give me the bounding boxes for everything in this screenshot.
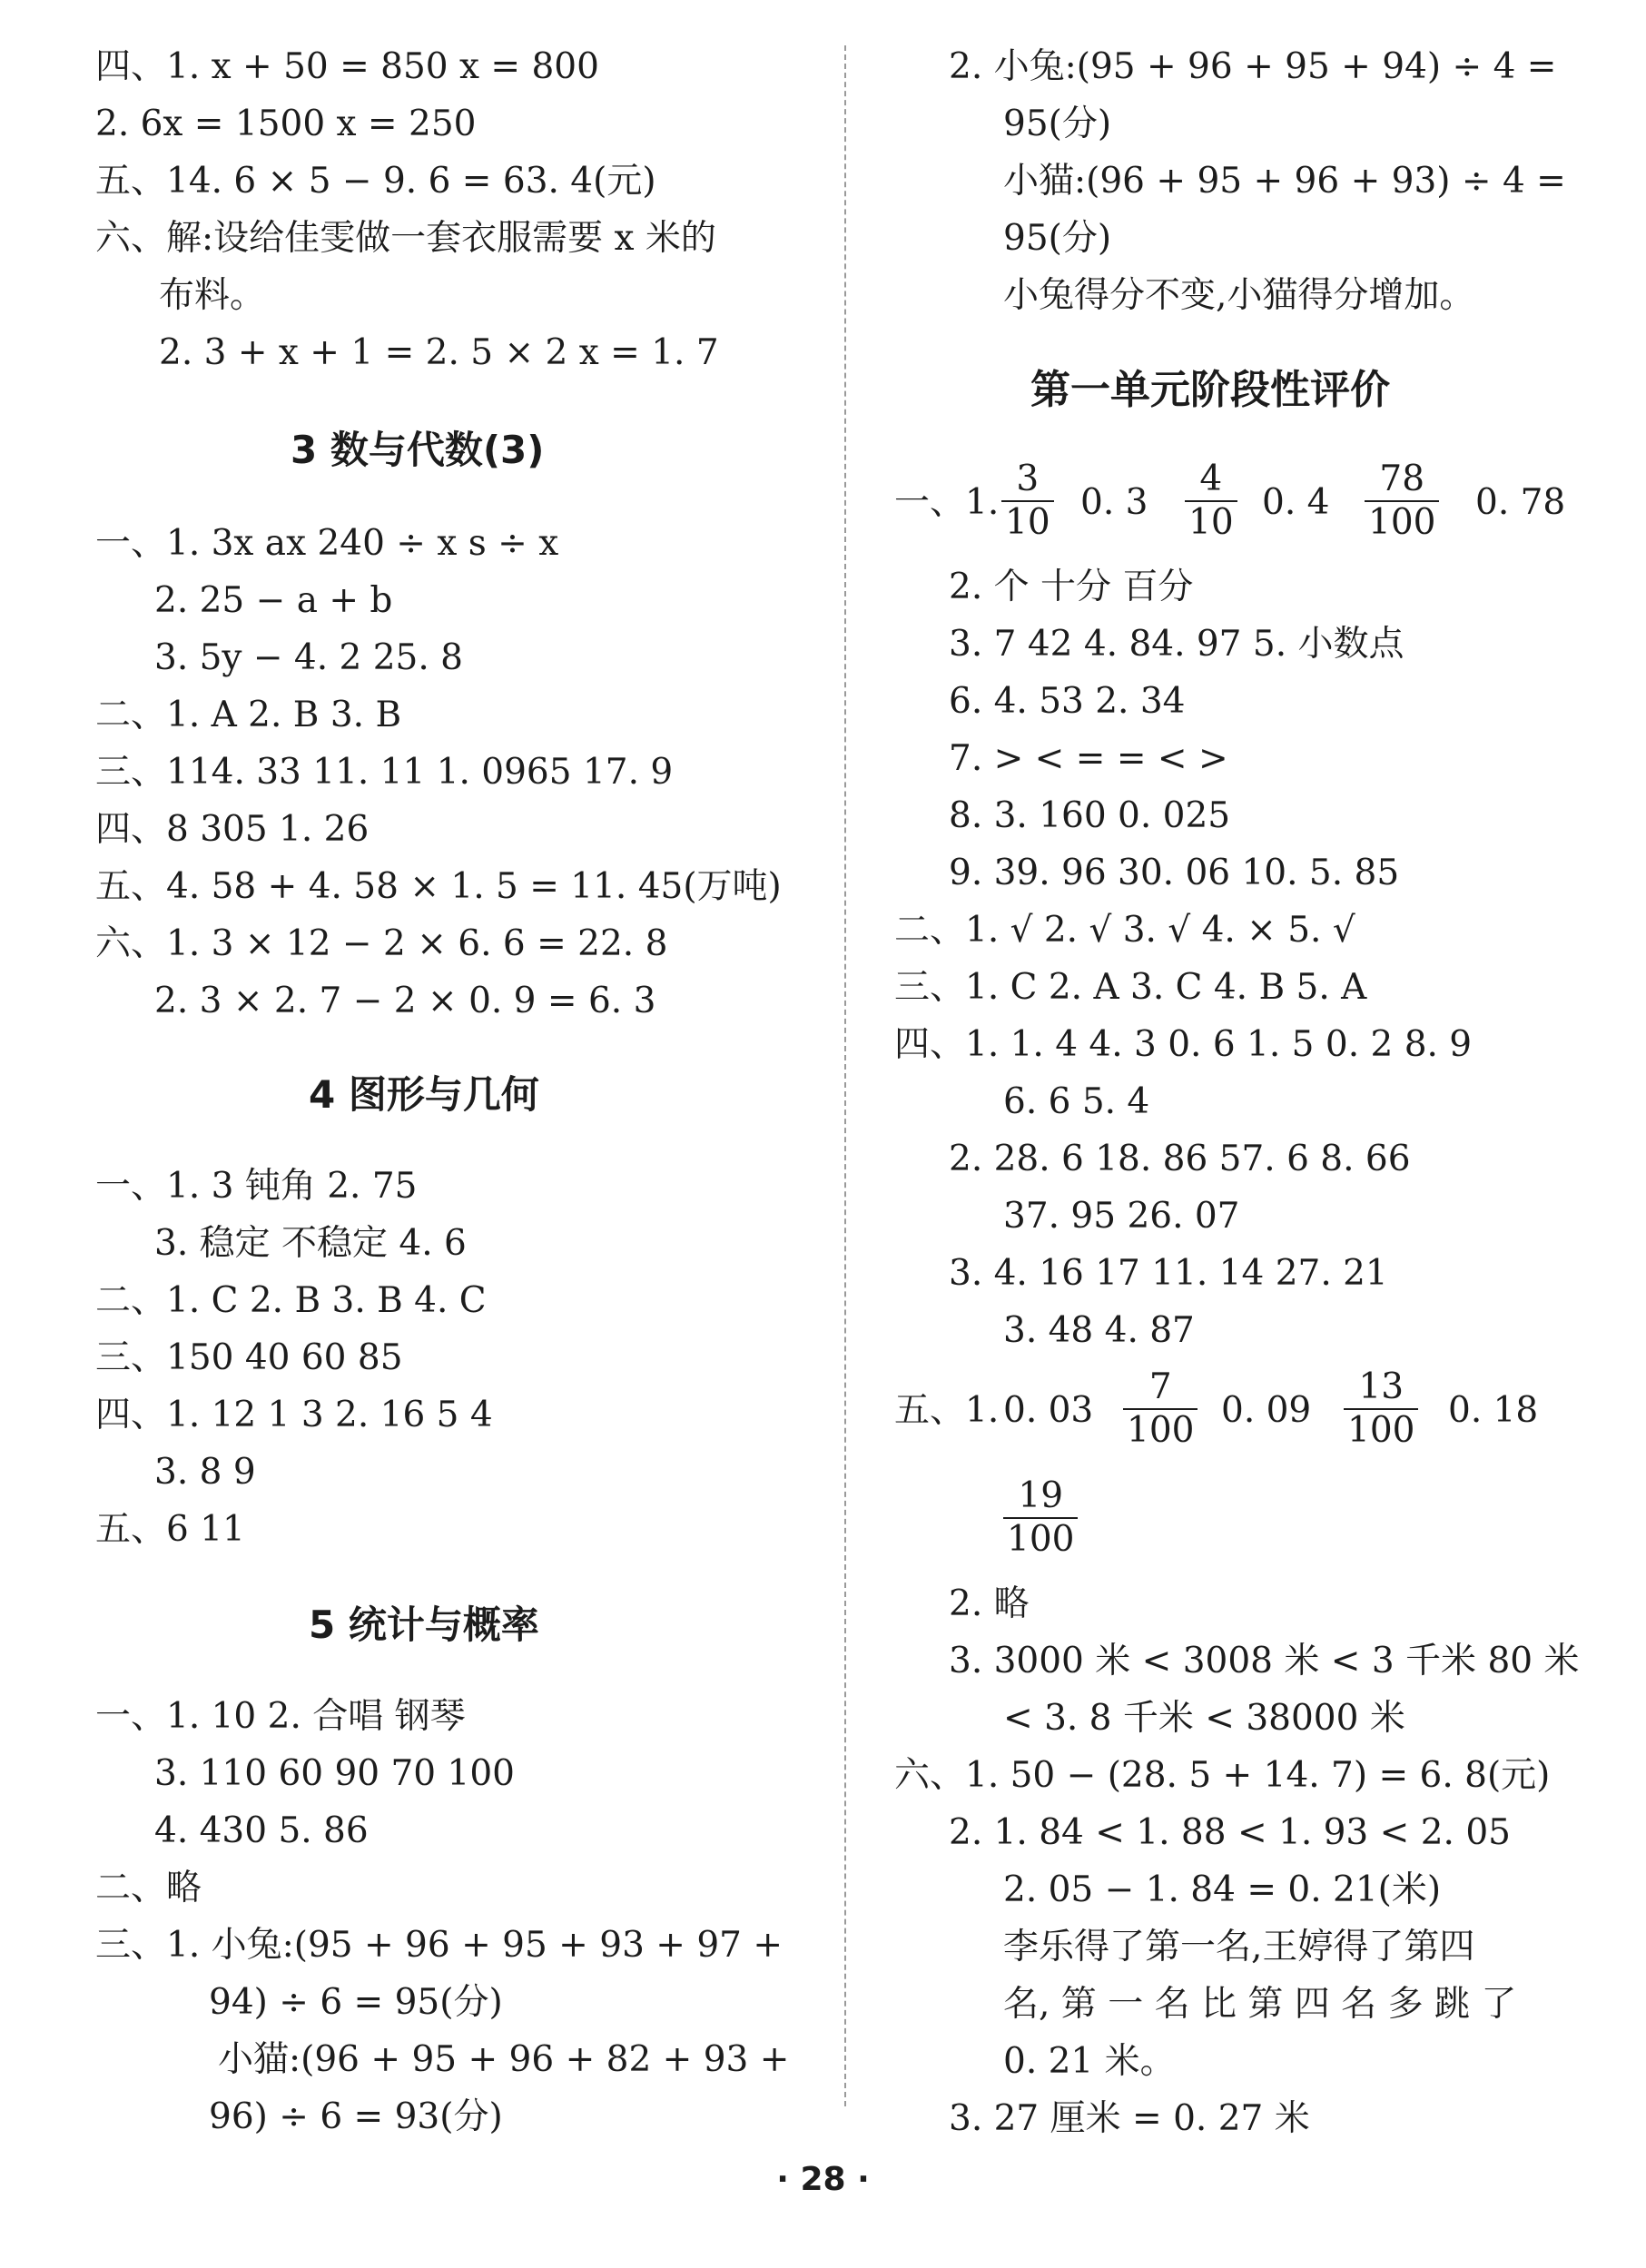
answer-line: 三、1. C 2. A 3. C 4. B 5. A	[894, 967, 1367, 1008]
answer-line: 三、114. 33 11. 11 1. 0965 17. 9	[95, 752, 674, 793]
answer-line: 2. 1. 84 < 1. 88 < 1. 93 < 2. 05	[949, 1812, 1511, 1853]
answer-line: 2. 小兔:(95 + 96 + 95 + 94) ÷ 4 =	[949, 46, 1557, 87]
answer-line: 95(分)	[1003, 218, 1112, 259]
answer-line: 六、1. 3 × 12 − 2 × 6. 6 = 22. 8	[95, 923, 668, 964]
fraction-numerator: 4	[1199, 459, 1223, 499]
answer-value: 0. 3	[1080, 482, 1148, 523]
answer-line: 四、8 305 1. 26	[95, 809, 370, 850]
fraction-denominator: 100	[1127, 1410, 1195, 1451]
answer-value: 0. 03	[1003, 1390, 1094, 1431]
answer-line: 3. 5y − 4. 2 25. 8	[154, 637, 463, 678]
answer-line: 3. 稳定 不稳定 4. 6	[154, 1223, 467, 1264]
answer-value: 0. 18	[1448, 1390, 1539, 1431]
answer-line: 3. 27 厘米 = 0. 27 米	[949, 2098, 1310, 2139]
answer-line: 一、1. 3x ax 240 ÷ x s ÷ x	[95, 523, 559, 564]
answer-line: 2. 3 × 2. 7 − 2 × 0. 9 = 6. 3	[154, 981, 656, 1021]
fraction-denominator: 10	[1005, 502, 1050, 543]
answer-line: 6. 6 5. 4	[1003, 1081, 1150, 1122]
answer-value: 0. 78	[1475, 482, 1566, 523]
answer-prefix: 一、1.	[894, 482, 1000, 523]
answer-line: 小猫:(96 + 95 + 96 + 93) ÷ 4 =	[1003, 161, 1566, 202]
answer-line: 四、1. x + 50 = 850 x = 800	[95, 46, 599, 87]
fraction	[1365, 459, 1439, 544]
answer-line: 三、150 40 60 85	[95, 1337, 403, 1378]
answer-line: 3. 110 60 90 70 100	[154, 1753, 515, 1794]
answer-line: 五、4. 58 + 4. 58 × 1. 5 = 11. 45(万吨)	[95, 866, 782, 907]
answer-line: 二、1. √ 2. √ 3. √ 4. × 5. √	[894, 910, 1355, 951]
answer-value: 0. 4	[1262, 482, 1330, 523]
fraction-numerator: 7	[1148, 1366, 1172, 1407]
answer-line: 3. 4. 16 17 11. 14 27. 21	[949, 1253, 1388, 1294]
column-divider	[844, 45, 846, 2106]
answer-line: 96) ÷ 6 = 93(分)	[209, 2096, 503, 2137]
section-title-4: 4 图形与几何	[309, 1072, 539, 1117]
answer-line: 4. 430 5. 86	[154, 1810, 369, 1851]
fraction-denominator: 100	[1347, 1410, 1415, 1451]
answer-line: 五、14. 6 × 5 − 9. 6 = 63. 4(元)	[95, 161, 656, 202]
answer-line: 2. 25 − a + b	[154, 580, 393, 621]
answer-line: 94) ÷ 6 = 95(分)	[209, 1982, 503, 2023]
fraction	[1185, 459, 1237, 544]
answer-line: 四、1. 12 1 3 2. 16 5 4	[95, 1395, 493, 1435]
answer-line: 六、1. 50 − (28. 5 + 14. 7) = 6. 8(元)	[894, 1755, 1551, 1796]
fraction-numerator: 78	[1379, 459, 1425, 499]
answer-line: 二、略	[95, 1868, 202, 1908]
answer-line: 2. 28. 6 18. 86 57. 6 8. 66	[949, 1139, 1411, 1179]
answer-line: 2. 05 − 1. 84 = 0. 21(米)	[1003, 1869, 1442, 1910]
answer-line: 小猫:(96 + 95 + 96 + 82 + 93 +	[218, 2039, 790, 2080]
answer-line: 2. 6x = 1500 x = 250	[95, 104, 477, 144]
section-title-3: 3 数与代数(3)	[291, 428, 545, 472]
answer-line: 2. 略	[949, 1583, 1030, 1624]
answer-line: 一、1. 10 2. 合唱 钢琴	[95, 1696, 466, 1737]
fraction-numerator: 3	[1016, 459, 1040, 499]
fraction-denominator: 10	[1188, 502, 1234, 543]
answer-line: 3. 8 9	[154, 1452, 256, 1493]
fraction-denominator: 100	[1007, 1519, 1075, 1560]
page-number: · 28 ·	[776, 2161, 870, 2198]
answer-line: 2. 个 十分 百分	[949, 567, 1194, 607]
answer-prefix: 五、1.	[894, 1390, 1000, 1431]
fraction-numerator: 19	[1018, 1475, 1064, 1516]
answer-value: 0. 09	[1221, 1390, 1312, 1431]
answer-line: 3. 3000 米 < 3008 米 < 3 千米 80 米	[949, 1641, 1580, 1681]
answer-line: 二、1. C 2. B 3. B 4. C	[95, 1280, 487, 1321]
answer-line: 李乐得了第一名,王婷得了第四	[1003, 1927, 1475, 1967]
answer-line: < 3. 8 千米 < 38000 米	[1003, 1698, 1405, 1739]
answer-line: 三、1. 小兔:(95 + 96 + 95 + 93 + 97 +	[95, 1925, 784, 1966]
answer-line: 二、1. A 2. B 3. B	[95, 695, 402, 735]
fraction-numerator: 13	[1358, 1366, 1405, 1407]
answer-line: 37. 95 26. 07	[1003, 1196, 1240, 1237]
section-title-5: 5 统计与概率	[309, 1602, 539, 1647]
answer-line: 7. > < = = < >	[949, 738, 1228, 779]
answer-line: 六、解:设给佳雯做一套衣服需要 x 米的	[95, 218, 716, 259]
answer-line: 小兔得分不变,小猫得分增加。	[1003, 275, 1475, 316]
answer-line: 8. 3. 160 0. 025	[949, 795, 1231, 836]
answer-line: 布料。	[159, 275, 266, 316]
answer-line: 五、6 11	[95, 1509, 245, 1550]
answer-line: 9. 39. 96 30. 06 10. 5. 85	[949, 853, 1400, 893]
answer-line: 6. 4. 53 2. 34	[949, 681, 1186, 722]
fraction	[1123, 1366, 1198, 1452]
unit-title: 第一单元阶段性评价	[1030, 367, 1390, 413]
answer-line: 0. 21 米。	[1003, 2041, 1176, 2082]
answer-line: 四、1. 1. 4 4. 3 0. 6 1. 5 0. 2 8. 9	[894, 1024, 1473, 1065]
answer-line: 名, 第 一 名 比 第 四 名 多 跳 了	[1003, 1984, 1517, 2025]
answer-line: 3. 48 4. 87	[1003, 1310, 1195, 1351]
answer-line: 一、1. 3 钝角 2. 75	[95, 1166, 418, 1207]
fraction	[1003, 1475, 1078, 1561]
answer-line: 3. 7 42 4. 84. 97 5. 小数点	[949, 624, 1405, 665]
fraction	[1344, 1366, 1418, 1452]
answer-line: 2. 3 + x + 1 = 2. 5 × 2 x = 1. 7	[159, 332, 719, 373]
fraction	[1001, 459, 1054, 544]
answer-line: 95(分)	[1003, 104, 1112, 144]
fraction-denominator: 100	[1368, 502, 1436, 543]
